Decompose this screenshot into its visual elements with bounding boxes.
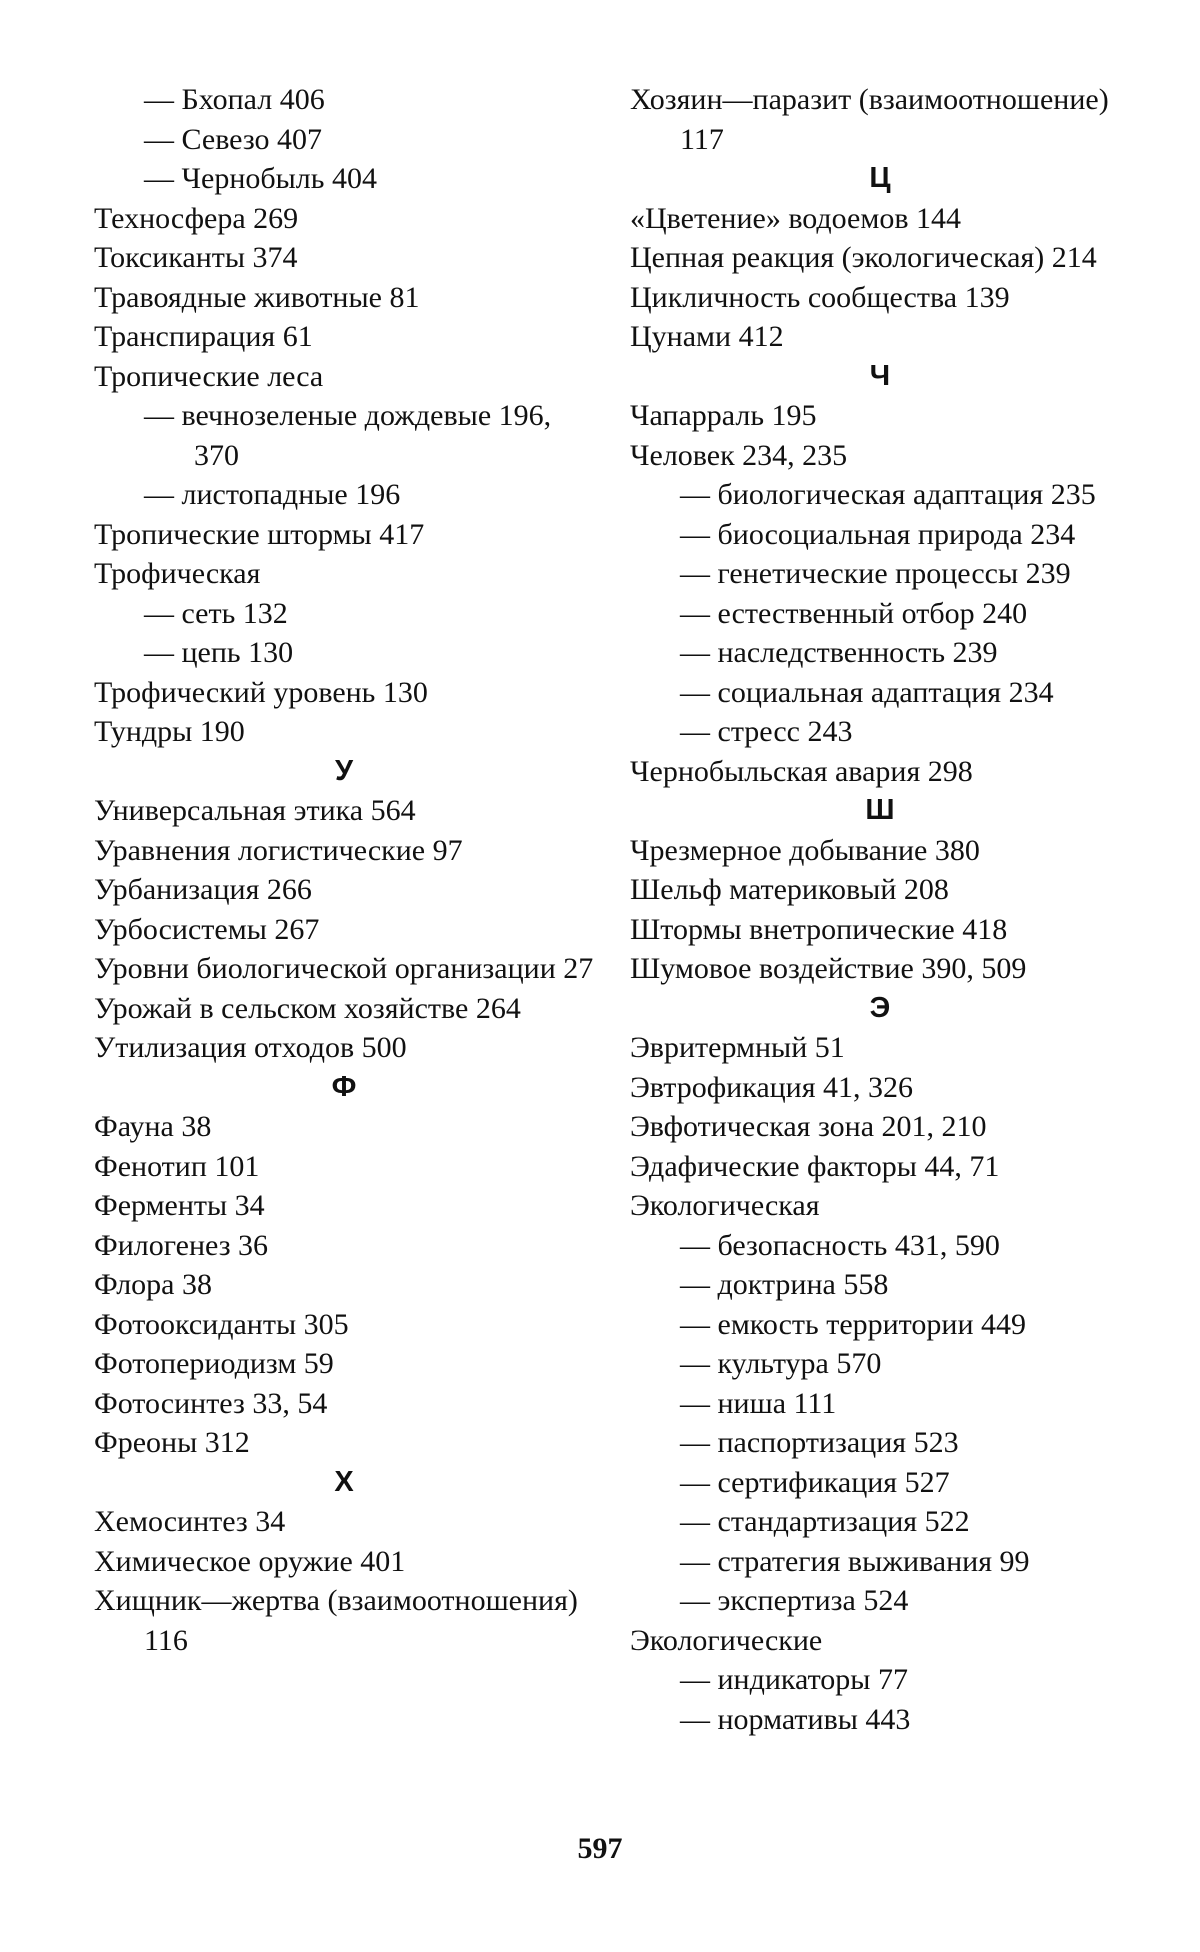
section-letter: Ш	[865, 794, 895, 826]
index-entry: Трофическая	[94, 557, 261, 590]
index-entry: Фотосинтез 33, 54	[94, 1386, 328, 1420]
index-subentry: — культура 570	[680, 1347, 882, 1380]
section-letter: Э	[869, 991, 891, 1024]
index-column-left	[94, 80, 594, 1660]
index-subentry: — доктрина 558	[680, 1268, 889, 1301]
index-entry: Цепная реакция (экологическая) 214	[630, 241, 1097, 274]
index-entry: Утилизация отходов 500	[94, 1031, 407, 1064]
index-entry: Токсиканты 374	[94, 241, 298, 274]
index-subentry: — листопадные 196	[144, 478, 401, 511]
index-entry: Чернобыльская авария 298	[630, 754, 973, 788]
index-entry: Техносфера 269	[94, 201, 299, 235]
index-entry: Трофический уровень 130	[94, 675, 428, 709]
index-subentry: — наследственность 239	[680, 636, 998, 669]
index-subentry: — паспортизация 523	[680, 1426, 959, 1459]
index-entry: Урбосистемы 267	[94, 912, 320, 946]
index-entry: Эвфотическая зона 201, 210	[630, 1110, 987, 1143]
index-entry: Чапарраль 195	[630, 399, 817, 432]
index-entry: Цунами 412	[630, 320, 784, 353]
index-subentry: — индикаторы 77	[680, 1663, 908, 1696]
index-subentry: — безопасность 431, 590	[680, 1228, 1000, 1262]
index-entry: Эдафические факторы 44, 71	[630, 1149, 1000, 1183]
index-entry: Универсальная этика 564	[94, 794, 416, 827]
index-entry: Химическое оружие 401	[94, 1544, 406, 1578]
index-entry: «Цветение» водоемов 144	[630, 201, 962, 235]
section-letter: Ч	[869, 359, 891, 392]
index-subentry: — ниша 111	[680, 1386, 837, 1420]
index-subentry: — вечнозеленые дождевые 196, 370	[144, 399, 552, 472]
index-entry: Тропические леса	[94, 359, 324, 393]
index-subentry: — стандартизация 522	[680, 1505, 970, 1538]
index-subentry: — емкость территории 449	[680, 1307, 1027, 1341]
index-entry: Хищник—жертва (взаимоотношения) 116	[94, 1584, 578, 1657]
index-entry: Флора 38	[94, 1268, 212, 1301]
index-subentry: — биосоциальная природа 234	[680, 517, 1076, 551]
index-entry: Тропические штормы 417	[94, 517, 425, 551]
index-subentry: — социальная адаптация 234	[680, 675, 1054, 709]
index-entry: Хозяин—паразит (взаимоотношение) 117	[630, 83, 1109, 156]
index-entry: Экологическая	[630, 1189, 820, 1222]
index-entry: Цикличность сообщества 139	[630, 280, 1010, 314]
index-subentry: — нормативы 443	[680, 1702, 911, 1736]
index-subentry: — Чернобыль 404	[144, 162, 377, 195]
index-subentry: — Бхопал 406	[144, 83, 325, 116]
index-entry: Урожай в сельском хозяйстве 264	[94, 991, 521, 1025]
index-entry: Ферменты 34	[94, 1189, 265, 1222]
index-entry: Транспирация 61	[94, 320, 313, 353]
index-entry: Фенотип 101	[94, 1149, 260, 1183]
page-number: 597	[577, 1832, 623, 1865]
index-entry: Урбанизация 266	[94, 873, 312, 906]
index-entry: Эвтрофикация 41, 326	[630, 1070, 914, 1104]
index-entry: Чрезмерное добывание 380	[630, 833, 980, 867]
section-letter: Х	[334, 1465, 354, 1498]
index-entry: Уровни биологической организации 27	[94, 952, 594, 985]
index-subentry: — сеть 132	[144, 596, 288, 630]
index-entry: Штормы внетропические 418	[630, 912, 1008, 946]
section-letter: Ц	[869, 162, 891, 194]
index-subentry: — естественный отбор 240	[680, 596, 1028, 630]
index-entry: Шумовое воздействие 390, 509	[630, 952, 1027, 985]
index-entry: Эвритермный 51	[630, 1031, 845, 1064]
index-entry: Филогенез 36	[94, 1228, 269, 1262]
index-column-right	[630, 80, 1130, 1739]
index-entry: Шельф материковый 208	[630, 873, 949, 906]
index-subentry: — сертификация 527	[680, 1465, 950, 1499]
index-entry: Хемосинтез 34	[94, 1505, 286, 1538]
index-entry: Фреоны 312	[94, 1426, 250, 1459]
index-entry: Экологические	[630, 1623, 823, 1657]
section-letter: Ф	[331, 1070, 357, 1103]
index-entry: Фотопериодизм 59	[94, 1347, 334, 1380]
index-entry: Фауна 38	[94, 1110, 212, 1143]
index-entry: Фотооксиданты 305	[94, 1307, 349, 1341]
index-entry: Человек 234, 235	[630, 438, 848, 472]
index-subentry: — стратегия выживания 99	[680, 1544, 1030, 1578]
index-entry: Травоядные животные 81	[94, 280, 420, 314]
section-letter: У	[334, 754, 354, 787]
index-subentry: — цепь 130	[144, 636, 294, 669]
index-subentry: — Севезо 407	[144, 122, 323, 156]
index-entry: Тундры 190	[94, 715, 245, 748]
index-subentry: — стресс 243	[680, 715, 853, 748]
index-subentry: — генетические процессы 239	[680, 557, 1071, 590]
index-subentry: — биологическая адаптация 235	[680, 478, 1096, 511]
index-entry: Уравнения логистические 97	[94, 833, 463, 867]
index-subentry: — экспертиза 524	[680, 1584, 909, 1617]
